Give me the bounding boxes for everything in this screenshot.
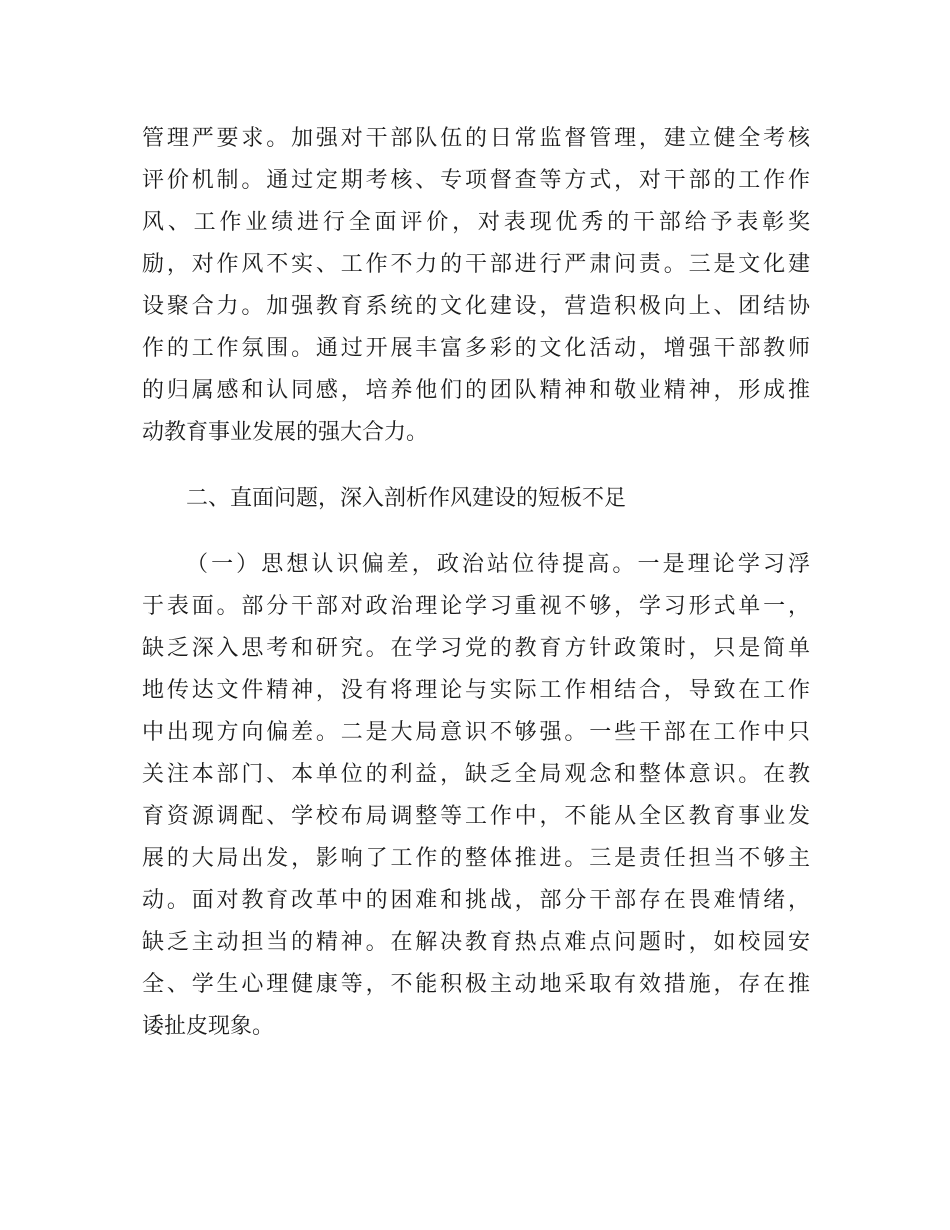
text-line: 的归属感和认同感，培养他们的团队精神和敬业精神，形成推 bbox=[142, 378, 810, 403]
text-line: 关注本部门、本单位的利益，缺乏全局观念和整体意识。在教 bbox=[142, 762, 810, 787]
text-line: 励，对作风不实、工作不力的干部进行严肃问责。三是文化建 bbox=[142, 252, 810, 277]
paragraph-spacer bbox=[142, 520, 810, 544]
text-line: 设聚合力。加强教育系统的文化建设，营造积极向上、团结协 bbox=[142, 294, 810, 319]
paragraph-spacer bbox=[142, 454, 810, 478]
text-line: 展的大局出发，影响了工作的整体推进。三是责任担当不够主 bbox=[142, 846, 810, 871]
text-line: 中出现方向偏差。二是大局意识不够强。一些干部在工作中只 bbox=[142, 720, 810, 745]
text-line: 于表面。部分干部对政治理论学习重视不够，学习形式单一， bbox=[142, 594, 810, 619]
text-line: 育资源调配、学校布局调整等工作中，不能从全区教育事业发 bbox=[142, 804, 810, 829]
text-line: 诿扯皮现象。 bbox=[142, 1014, 275, 1039]
paragraph-2 bbox=[142, 544, 810, 1048]
paragraph-1 bbox=[142, 118, 810, 454]
section-heading-block bbox=[142, 478, 810, 520]
text-line: 动教育事业发展的强大合力。 bbox=[142, 420, 429, 445]
text-line: （一）思想认识偏差，政治站位待提高。一是理论学习浮 bbox=[186, 552, 810, 577]
section-heading: 二、直面问题，深入剖析作风建设的短板不足 bbox=[186, 486, 627, 511]
text-line: 动。面对教育改革中的困难和挑战，部分干部存在畏难情绪， bbox=[142, 888, 810, 913]
text-line: 作的工作氛围。通过开展丰富多彩的文化活动，增强干部教师 bbox=[142, 336, 810, 361]
text-line: 评价机制。通过定期考核、专项督查等方式，对干部的工作作 bbox=[142, 168, 810, 193]
text-line: 缺乏深入思考和研究。在学习党的教育方针政策时，只是简单 bbox=[142, 636, 810, 661]
text-line: 管理严要求。加强对干部队伍的日常监督管理，建立健全考核 bbox=[142, 126, 810, 151]
text-line: 缺乏主动担当的精神。在解决教育热点难点问题时，如校园安 bbox=[142, 930, 810, 955]
text-line: 地传达文件精神，没有将理论与实际工作相结合，导致在工作 bbox=[142, 678, 810, 703]
document-body bbox=[142, 118, 810, 1048]
text-line: 风、工作业绩进行全面评价，对表现优秀的干部给予表彰奖 bbox=[142, 210, 810, 235]
text-line: 全、学生心理健康等，不能积极主动地采取有效措施，存在推 bbox=[142, 972, 810, 997]
